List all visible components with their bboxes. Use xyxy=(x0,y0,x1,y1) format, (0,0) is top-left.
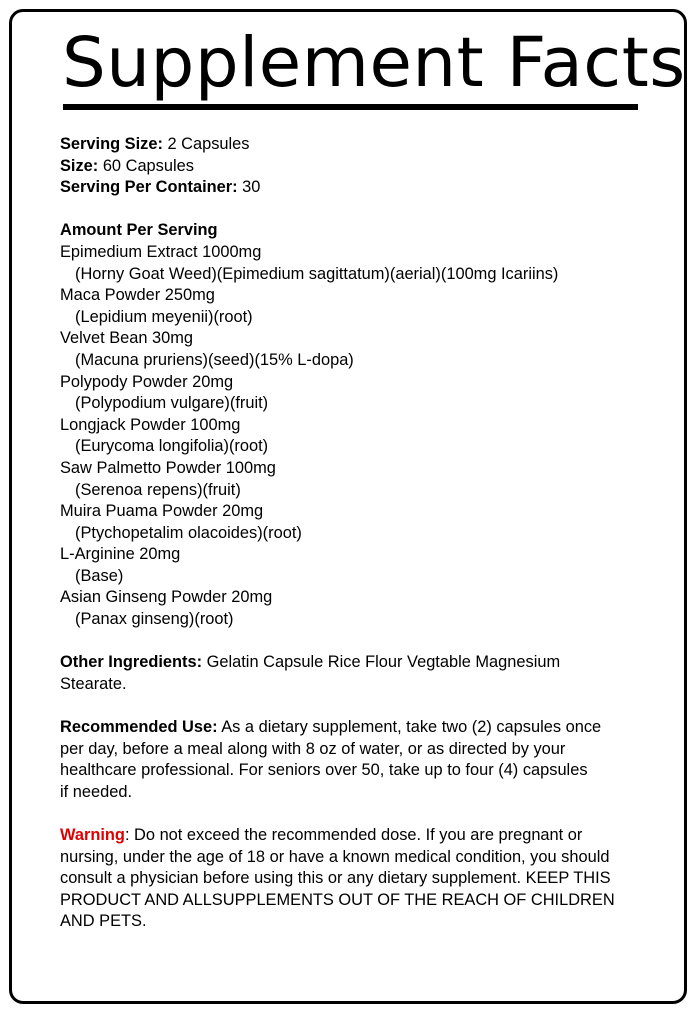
warning-text: AND PETS. xyxy=(60,912,147,931)
spacer xyxy=(60,631,675,653)
page-title: Supplement Facts xyxy=(62,23,686,103)
recommended-use-text: if needed. xyxy=(60,782,132,801)
ingredient-name: Epimedium Extract 1000mg xyxy=(60,242,262,261)
servings-per-container-value: 30 xyxy=(237,178,261,197)
serving-size-value: 2 Capsules xyxy=(162,135,250,153)
recommended-use-label: Recommended Use: xyxy=(60,718,218,737)
ingredient-detail: (Polypodium vulgare)(fruit) xyxy=(75,394,269,413)
ingredient-detail: (Horny Goat Weed)(Epimedium sagittatum)(aerial)(100mg Icariins) xyxy=(75,264,559,283)
warning-text: : Do not exceed the recommended dose. If you are pregnant or xyxy=(124,826,583,844)
warning-text: nursing, under the age of 18 or have a known medical condition, you should xyxy=(60,847,610,866)
spacer xyxy=(60,199,675,221)
ingredient-name: Polypody Powder 20mg xyxy=(60,372,234,391)
ingredient-detail: (Macuna pruriens)(seed)(15% L-dopa) xyxy=(75,350,354,369)
ingredient-detail: (Panax ginseng)(root) xyxy=(75,610,234,629)
recommended-use-row xyxy=(60,717,675,739)
ingredient-detail: (Base) xyxy=(75,566,124,585)
amount-per-serving-heading xyxy=(60,220,675,242)
other-ingredients-row xyxy=(60,652,675,674)
amount-per-serving-label: Amount Per Serving xyxy=(60,221,218,240)
ingredient-name: Asian Ginseng Powder 20mg xyxy=(60,588,273,607)
servings-per-container-label: Serving Per Container: xyxy=(60,178,238,197)
ingredient-name: L-Arginine 20mg xyxy=(60,545,181,564)
ingredient-detail: (Ptychopetalim olacoides)(root) xyxy=(75,523,302,542)
ingredient-name: Saw Palmetto Powder 100mg xyxy=(60,458,276,477)
warning-label: Warning xyxy=(60,826,125,844)
other-ingredients-text: Stearate. xyxy=(60,674,127,693)
other-ingredients-label: Other Ingredients: xyxy=(60,653,203,672)
ingredient-detail: (Serenoa repens)(fruit) xyxy=(75,480,241,499)
serving-size-row xyxy=(60,134,675,156)
ingredient-name: Maca Powder 250mg xyxy=(60,286,215,305)
size-label: Size: xyxy=(60,156,99,175)
ingredient-name: Velvet Bean 30mg xyxy=(60,329,194,348)
title-divider xyxy=(63,104,638,110)
ingredient-name: Longjack Powder 100mg xyxy=(60,415,241,434)
serving-size-label: Serving Size: xyxy=(60,135,163,153)
ingredient-detail: (Lepidium meyenii)(root) xyxy=(75,307,253,326)
size-row xyxy=(60,156,675,178)
recommended-use-text: As a dietary supplement, take two (2) capsules once xyxy=(217,718,602,737)
recommended-use-text: healthcare professional. For seniors over 50, take up to four (4) capsules xyxy=(60,761,588,780)
servings-per-container-row xyxy=(60,177,675,199)
facts-content xyxy=(60,134,675,933)
ingredient-name: Muira Puama Powder 20mg xyxy=(60,502,264,521)
recommended-use-text: per day, before a meal along with 8 oz of water, or as directed by your xyxy=(60,739,566,758)
ingredient-detail: (Eurycoma longifolia)(root) xyxy=(75,437,269,456)
warning-text: PRODUCT AND ALLSUPPLEMENTS OUT OF THE REACH OF CHILDREN xyxy=(60,890,615,909)
size-value: 60 Capsules xyxy=(98,156,194,175)
spacer xyxy=(60,803,675,825)
spacer xyxy=(60,695,675,717)
warning-text: consult a physician before using this or any dietary supplement. KEEP THIS xyxy=(60,869,611,888)
warning-row xyxy=(60,825,675,847)
other-ingredients-text: Gelatin Capsule Rice Flour Vegtable Magnesium xyxy=(202,653,561,672)
